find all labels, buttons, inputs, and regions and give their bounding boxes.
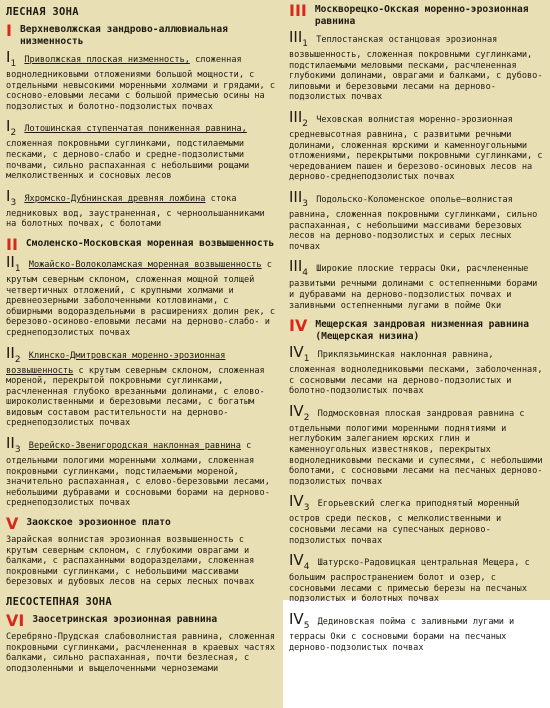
entry-name: Яхромско-Дубнинская древняя ложбина: [24, 193, 206, 204]
zone-forest-title: ЛЕСНАЯ ЗОНА: [6, 6, 79, 18]
entry-text: Егорьевский слегка приподнятый моренный остров среди песков, с мелколиственными и сосновыми лесами на супесчаных дерново-подзолистых почвах: [289, 499, 520, 546]
entry-text: Дединовская пойма с заливными лугами и террасы Оки с сосновыми борами на песчаных дерново-подзолистых почвах: [289, 617, 515, 653]
entry-code: $IV_1$: [289, 343, 310, 365]
entry-iii3: [289, 187, 544, 252]
entry-i2: [6, 117, 277, 182]
entry-ii1: [6, 252, 277, 339]
region-numeral: II: [6, 234, 18, 254]
entry-iii4: [289, 257, 544, 311]
entry-text: с крутым северным склоном, сложенная мореной, перекрытой покровными суглинками, расчлененная глубоко врезанными долинами, с елово-широколиственными и березовыми лесами, с богатым видовым составом растительности на дерново-среднеподзолистых почвах: [6, 365, 265, 429]
entry-text: Чеховская волнистая моренно-эрозионная средневысотная равнина, с развитыми речными долинами, сложенная юрскими и каменноугольными отложениями, перекрытыми покровными суглинками, с чередованием пашен и березово-осиновых лесов на дерново-среднеподзолистых почвах: [289, 114, 543, 183]
entry-text: Широкие плоские террасы Оки, расчлененные развитыми речными долинами с остепненными борами и дубравами на дерново-подзолистых почвах и заливными остепненными лугами в пойме Оки: [289, 264, 538, 311]
region-numeral: III: [289, 1, 307, 20]
entry-code: $I_3$: [6, 186, 17, 208]
region-numeral: I: [6, 21, 12, 40]
entry-iii1: [289, 28, 544, 103]
entry-text: Теплостанская останцовая эрозионная возвышенность, сложенная покровными суглинками, подстилаемыми меловыми песками, расчлененная глубокими долинами, оврагами и балками, с дубово-липовыми и березовыми лесами на дерново-подзолистых почвах: [289, 35, 543, 103]
zone-steppe-title: ЛЕСОСТЕПНАЯ ЗОНА: [6, 596, 112, 608]
region-iii-header: [289, 1, 544, 27]
entry-code: $III_3$: [289, 187, 309, 209]
entry-text: с отдельными пологими моренными холмами, сложенная покровными суглинками, подстилаемыми мореной, значительно распаханная, с елово-березовыми лесами, небольшими дубравами и сосновыми борами на дерново-среднеподзолистых почвах: [6, 441, 270, 509]
region-i-header: [6, 21, 277, 47]
entry-v: [6, 535, 277, 588]
entry-code: $IV_5$: [289, 610, 310, 631]
entry-ii2: [6, 343, 277, 430]
entry-iv4: [289, 551, 544, 605]
entry-text: стока ледниковых вод, заустраненная, с черноольшанниками на болотных почвах, с болотами: [6, 193, 265, 230]
region-title: Москворецко-Окская моренно-эрозионная равнина: [314, 4, 529, 27]
entry-name: Можайско-Волоколамская моренная возвышенность: [28, 259, 262, 270]
region-title: Верхневолжская зандрово-аллювиальная низменность: [19, 24, 228, 47]
entry-code: $I_2$: [6, 117, 17, 139]
entry-i1: [6, 48, 277, 112]
right-column: [283, 0, 550, 653]
region-title: Мещерская зандровая низменная равнина (Мещерская низина): [315, 319, 530, 342]
entry-code: $I_1$: [6, 48, 17, 69]
entry-code: $II_3$: [6, 434, 21, 456]
entry-code: $II_1$: [6, 252, 21, 274]
entry-code: $III_4$: [289, 257, 309, 279]
entry-vi: [6, 632, 277, 674]
entry-text: Подольско-Коломенское ополье—волнистая равнина, сложенная покровными суглинками, сильно распаханная, с небольшими массивами березовых лесов на дерново-подзолистых и серых лесных почвах: [289, 194, 538, 252]
entry-iv5: [289, 610, 544, 653]
entry-text: с крутым северным склоном, сложенная мощной толщей четвертичных отложений, с крупными холмами и древнеозерными заболоченными котловинами, с обширными водораздельными в расширениях долин рек, с березово-осиново-еловыми лесами на дерново-слабо- и среднеподзолистых почвах: [6, 259, 276, 338]
entry-text: сложенная водноледниковыми отложениями большой мощности, с отдельными невысокими моренными холмами и грядами, с сосново-еловыми лесами с большой примесью осины на подзолистых и болотно-подзолистых почвах: [6, 55, 276, 112]
entry-code: $IV_3$: [289, 492, 310, 514]
entry-iv2: [289, 401, 544, 488]
entry-code: $II_2$: [6, 343, 21, 365]
entry-code: $IV_4$: [289, 551, 310, 573]
entry-i3: [6, 186, 277, 230]
region-ii-header: [6, 234, 277, 254]
entry-text: Зарайская волнистая эрозионная возвышенность с крутым северным склоном, с глубокими оврагами и балками, с распаханными водоразделами, сложенная покровными суглинками, с небольшими массивами березовых и дубовых лесов на серых лесных почвах: [6, 535, 255, 588]
region-numeral: VI: [6, 611, 25, 630]
entry-ii3: [6, 434, 277, 509]
region-title: Смоленско-Московская моренная возвышенность: [25, 237, 275, 249]
entry-name: Лотошинская ступенчатая пониженная равнина,: [24, 124, 247, 135]
entry-name: Верейско-Звенигородская наклонная равнина: [28, 441, 241, 452]
region-numeral: V: [6, 514, 19, 534]
region-numeral: IV: [289, 316, 308, 336]
entry-text: сложенная покровными суглинками, подстилаемыми песками, с дерново-слабо и средне-подзолистыми почвами, сильно распаханная с небольшими рощами мелколиственных и сосновых лесов: [6, 139, 250, 182]
entry-name: Клинско-Дмитровская моренно-эрозионная возвышенность: [6, 350, 226, 376]
region-vi-header: [6, 611, 277, 630]
entry-name: Приволжская плоская низменность,: [24, 55, 190, 65]
region-title: Заокское эрозионное плато: [26, 517, 171, 529]
entry-code: $III_2$: [289, 107, 309, 129]
entry-text: Приклязьминская наклонная равнина, сложенная водноледниковыми песками, заболоченная, с сосновыми лесами на дерново-подзолистых и болотно-подзолистых почвах: [289, 350, 543, 397]
region-title: Заосетринская эрозионная равнина: [32, 614, 218, 625]
entry-iii2: [289, 107, 544, 183]
entry-iv3: [289, 492, 544, 546]
region-v-header: [6, 514, 277, 534]
entry-text: Подмосковная плоская зандровая равнина с отдельными пологими моренными поднятиями и неглубоким залеганием юрских глин и каменноугольных известняков, перекрытых водноледниковыми песками и супесями, с небольшими болотами, с сосновыми лесами на песчаных дерново-подзолистых почвах: [289, 408, 543, 487]
region-iv-header: [289, 316, 544, 342]
entry-text: Серебряно-Прудская слабоволнистая равнина, сложенная покровными суглинками, расчлененная в краевых частях балками, сильно распаханная, почти безлесная, с оподзоленными и выщелоченными черноземами: [6, 632, 276, 674]
entry-text: Шатурско-Радовицкая центральная Мещера, с большим распространением болот и озер, с сосновыми лесами с примесью березы на песчаных подзолистых и болотных почвах: [289, 558, 530, 605]
entry-code: $III_1$: [289, 28, 309, 49]
entry-iv1: [289, 343, 544, 397]
entry-code: $IV_2$: [289, 401, 310, 423]
